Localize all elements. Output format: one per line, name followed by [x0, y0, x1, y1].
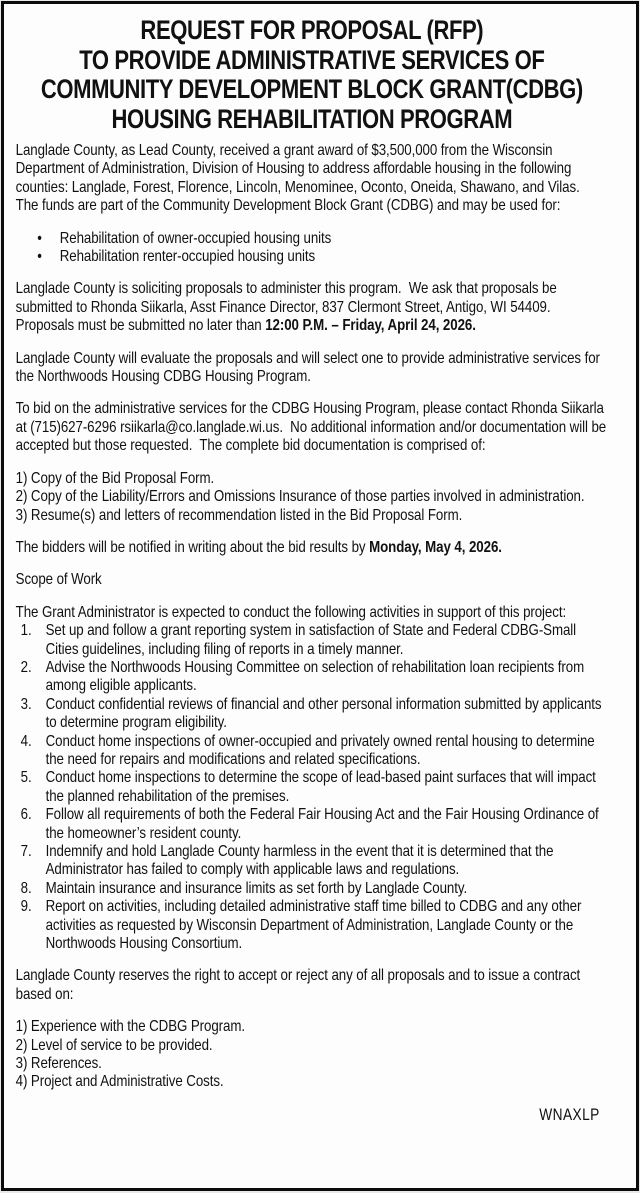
submission-paragraph	[16, 280, 608, 335]
contact-paragraph: To bid on the administrative services for the CDBG Housing Program, please contact Rhonda Siikarla at (715)627-6296 rsiikarla@co.langlade.wi.us. No additional information and/or documentation will be accepted but those requested. The complete bid documentation is comprised of:	[15, 400, 610, 455]
criteria-item: 4) Project and Administrative Costs.	[15, 1073, 224, 1091]
item-text: Set up and follow a grant reporting system in satisfaction of State and Federal CDBG-Small Cities guidelines, including filing of reports in a timely manner.	[45, 622, 580, 658]
item-number: 2.	[20, 658, 32, 676]
bid-documents-list	[16, 470, 608, 525]
list-item-text: Rehabilitation of owner-occupied housing units	[59, 229, 332, 247]
bid-document-item: 2) Copy of the Liability/Errors and Omissions Insurance of those parties involved in administration.	[15, 488, 585, 506]
item-text: Advise the Northwoods Housing Committee on selection of rehabilitation loan recipients from among eligible applicants.	[45, 658, 588, 695]
scope-item	[21, 622, 608, 659]
bid-document-item: 1) Copy of the Bid Proposal Form.	[15, 469, 215, 487]
item-number: 5.	[20, 769, 32, 787]
list-item	[37, 230, 608, 248]
notice-title	[16, 16, 608, 134]
scope-item	[21, 880, 608, 898]
reservation-paragraph: Langlade County reserves the right to accept or reject any of all proposals and to issue a contract based on:	[15, 967, 584, 1003]
criteria-list	[16, 1018, 608, 1092]
bullet-icon: •	[37, 229, 42, 247]
scope-item	[21, 843, 608, 880]
notification-date: Monday, May 4, 2026.	[369, 538, 502, 556]
bid-document-item: 3) Resume(s) and letters of recommendation listed in the Bid Proposal Form.	[15, 506, 463, 524]
notice-content	[4, 4, 608, 1124]
scope-heading: Scope of Work	[15, 571, 102, 589]
item-text: Conduct home inspections of owner-occupied and privately owned rental housing to determine the need for repairs and modifications and related specifications.	[45, 732, 599, 768]
scope-item	[21, 806, 608, 843]
item-number: 6.	[20, 806, 32, 824]
scope-item	[21, 898, 608, 953]
item-text: Indemnify and hold Langlade County harmless in the event that it is determined that the Administrator has failed to comply with applicable laws and regulations.	[45, 843, 557, 879]
criteria-item: 3) References.	[15, 1055, 102, 1073]
title-line-1: REQUEST FOR PROPOSAL (RFP)	[140, 15, 484, 45]
funding-uses-list	[16, 230, 608, 267]
bullet-icon: •	[37, 248, 42, 266]
submission-text: Langlade County is soliciting proposals to administer this program. We ask that proposals be submitted to Rhonda Siikarla, Asst Finance Director, 837 Clermont Street, Antigo, WI 54409. Proposals must be submitted no later than	[15, 280, 561, 335]
item-number: 1.	[20, 622, 32, 640]
item-number: 9.	[20, 898, 32, 916]
item-number: 7.	[20, 843, 32, 860]
title-line-2: TO PROVIDE ADMINISTRATIVE SERVICES OF	[79, 44, 545, 75]
criteria-item: 1) Experience with the CDBG Program.	[15, 1018, 245, 1036]
notification-paragraph	[16, 539, 608, 557]
list-item-text: Rehabilitation renter-occupied housing units	[59, 248, 316, 266]
notification-text: The bidders will be notified in writing about the bid results by	[15, 538, 370, 556]
item-text: Conduct confidential reviews of financial and other personal information submitted by applicants to determine program eligibility.	[45, 695, 606, 732]
item-text: Maintain insurance and insurance limits as set forth by Langlade County.	[45, 879, 468, 897]
item-text: Conduct home inspections to determine the scope of lead-based paint surfaces that will impact the planned rehabilitation of the premises.	[45, 769, 600, 805]
legal-notice-page	[1, 1, 639, 1191]
scope-item	[21, 769, 608, 806]
scope-item	[21, 659, 608, 696]
intro-paragraph: Langlade County, as Lead County, received a grant award of $3,500,000 from the Wisconsin Department of Administration, Division of Housing to address affordable housing in the following counties: Langlade, Forest, Florence, Lincoln, Menominee, Oconto, Oneida, Shawano, and Vilas. The funds are part of the Community Development Block Grant (CDBG) and may be used for:	[15, 142, 587, 215]
item-number: 3.	[20, 695, 32, 713]
scope-intro: The Grant Administrator is expected to conduct the following activities in support of this project:	[15, 603, 567, 621]
evaluation-paragraph: Langlade County will evaluate the proposals and will select one to provide administrative services for the Northwoods Housing CDBG Housing Program.	[15, 349, 604, 386]
criteria-item: 2) Level of service to be provided.	[15, 1036, 213, 1054]
publication-code: WNAXLP	[539, 1105, 600, 1124]
item-number: 4.	[20, 732, 32, 750]
scope-item	[21, 696, 608, 733]
item-text: Report on activities, including detailed administrative staff time billed to CDBG and any other activities as requested by Wisconsin Department of Administration, Langlade County or the Northwoods Housing Consortium.	[45, 898, 585, 953]
title-line-3: COMMUNITY DEVELOPMENT BLOCK GRANT(CDBG)	[40, 74, 583, 104]
submission-deadline: 12:00 P.M. – Friday, April 24, 2026.	[265, 317, 476, 335]
scope-of-work-list	[16, 622, 608, 953]
list-item	[37, 248, 608, 266]
item-number: 8.	[20, 879, 32, 897]
title-line-4: HOUSING REHABILITATION PROGRAM	[111, 103, 513, 134]
scope-item	[21, 733, 608, 770]
item-text: Follow all requirements of both the Federal Fair Housing Act and the Fair Housing Ordinance of the homeowner’s resident county.	[45, 806, 603, 842]
